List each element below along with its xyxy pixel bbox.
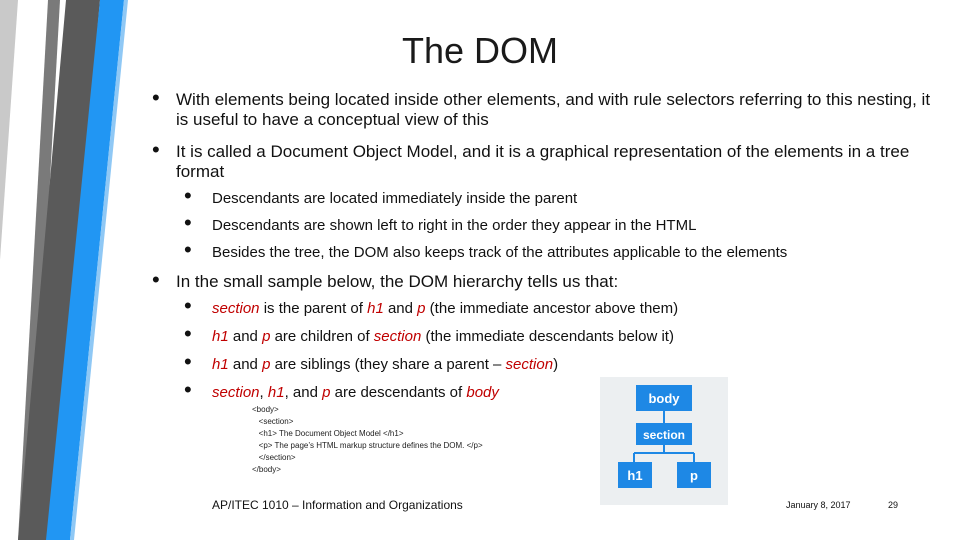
- sub-bullet: • Descendants are shown left to right in the order they appear in the HTML: [184, 210, 697, 235]
- slide-page-number: 29: [888, 500, 899, 510]
- code-line: <h1> The Document Object Model </h1>: [252, 429, 404, 438]
- bullet-dot-icon: •: [152, 137, 160, 162]
- bullet-dot-icon: •: [184, 293, 192, 318]
- slide-footer: AP/ITEC 1010 – Information and Organizations: [212, 498, 463, 512]
- sub-bullet: • section, h1, and p are descendants of body: [184, 377, 499, 402]
- sub-bullet: • Besides the tree, the DOM also keeps track of the attributes applicable to the elements: [184, 237, 788, 262]
- code-line: </section>: [252, 453, 296, 462]
- tree-node-h1-label: h1: [627, 468, 643, 483]
- sub-bullet: • h1 and p are children of section (the immediate descendants below it): [184, 321, 674, 346]
- sub-bullet: • Descendants are located immediately inside the parent: [184, 183, 578, 208]
- html-code-sample: [252, 404, 483, 476]
- dom-tree-diagram: [600, 377, 728, 505]
- tree-node-body-label: body: [648, 391, 680, 406]
- code-line: <section>: [252, 417, 294, 426]
- bullet-dot-icon: •: [184, 377, 192, 402]
- slide-content: [152, 85, 942, 412]
- bullet-dot-icon: •: [184, 210, 192, 235]
- slide-title: The DOM: [401, 30, 559, 71]
- bullet-dot-icon: •: [184, 183, 192, 208]
- bullet-dot-icon: •: [152, 267, 160, 292]
- bullet-3-sublist: [152, 293, 942, 402]
- code-line: </body>: [252, 465, 281, 474]
- slide-date: January 8, 2017: [786, 500, 851, 510]
- code-line: <body>: [252, 405, 279, 414]
- sub-bullet: • h1 and p are siblings (they share a parent – section): [184, 349, 559, 374]
- bullet-1: [152, 85, 942, 130]
- bullet-dot-icon: •: [184, 237, 192, 262]
- bullet-3: [152, 267, 942, 292]
- sub-bullet: • section is the parent of h1 and p (the immediate ancestor above them): [184, 293, 679, 318]
- bullet-2: [152, 137, 942, 182]
- bullet-dot-icon: •: [152, 85, 160, 110]
- bullet-1-text: With elements being located inside other elements, and with rule selectors referring to this nesting, it is useful to have a conceptual view of this: [176, 90, 931, 129]
- bullet-dot-icon: •: [184, 321, 192, 346]
- bullet-3-text: In the small sample below, the DOM hierarchy tells us that:: [176, 272, 619, 291]
- decorative-stripes: [0, 0, 140, 540]
- code-line: <p> The page’s HTML markup structure defines the DOM. </p>: [252, 441, 483, 450]
- bullet-2-text: It is called a Document Object Model, and it is a graphical representation of the elements in a tree format: [176, 142, 910, 181]
- bullet-2-sublist: [152, 183, 942, 262]
- bullet-dot-icon: •: [184, 349, 192, 374]
- tree-node-p-label: p: [690, 468, 698, 483]
- tree-node-section-label: section: [642, 428, 686, 442]
